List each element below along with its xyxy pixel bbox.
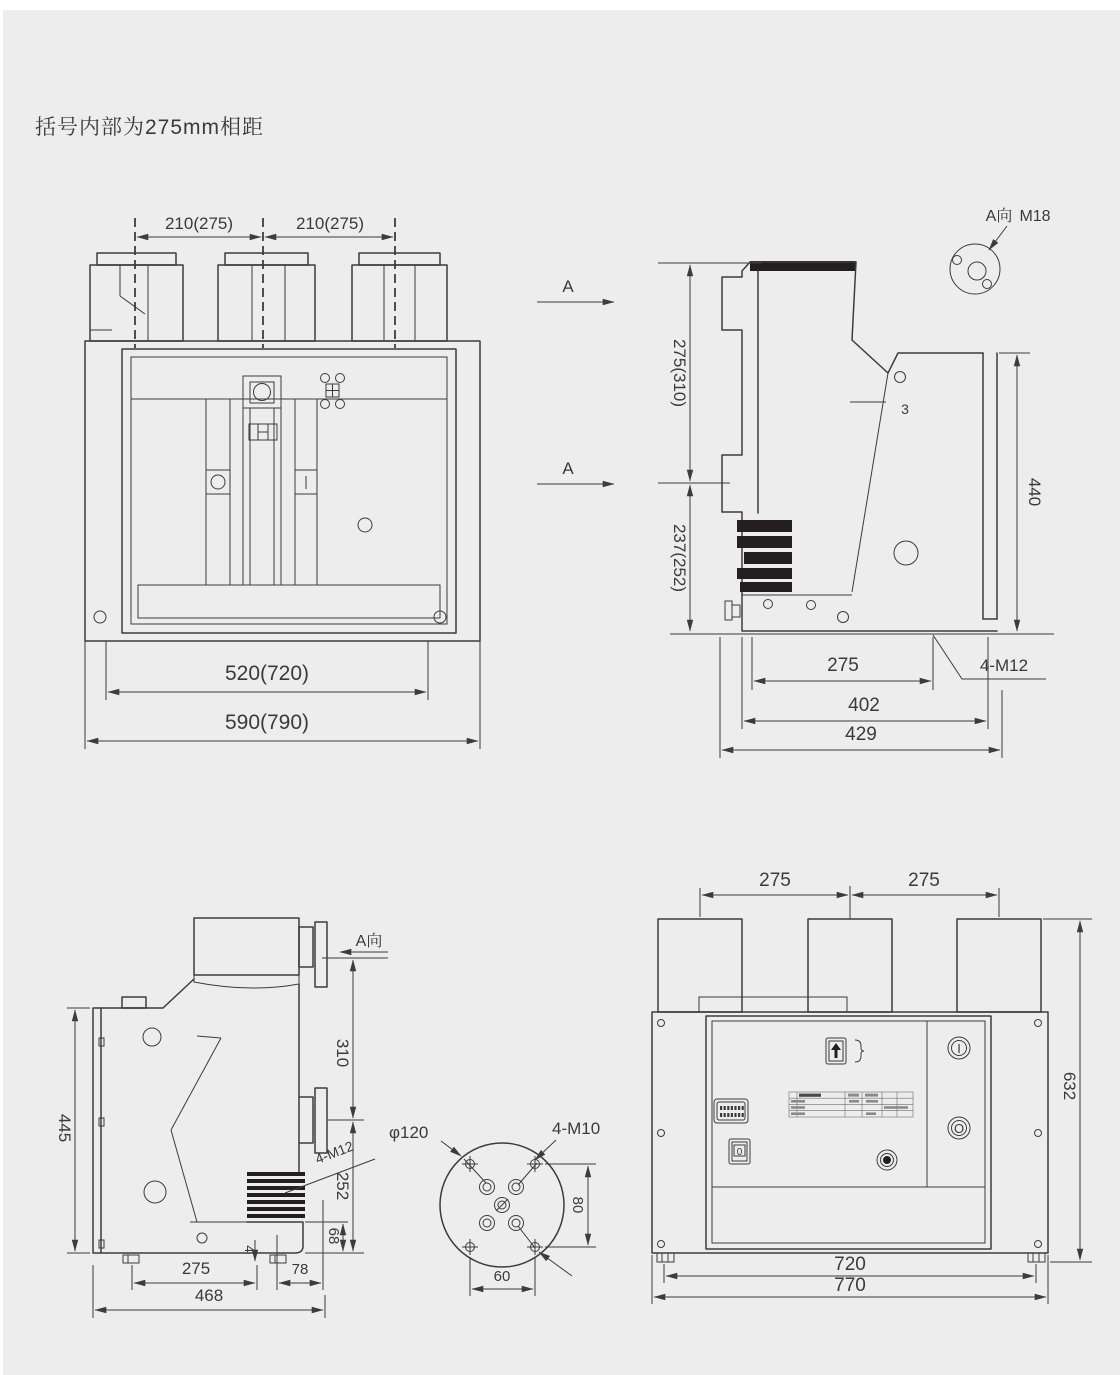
dim-78: 78 (291, 1261, 309, 1278)
dim-base-width-bottom: 720 (834, 1254, 866, 1275)
thread-label: M18 (1019, 208, 1051, 225)
dim-overall-width: 590(790) (224, 711, 310, 734)
plate-thickness-label: 3 (901, 401, 909, 417)
view-direction-label-left: A向 (355, 933, 383, 950)
dim-pitch-310: 310 (333, 1038, 352, 1068)
dim-foot-4: 4 (242, 1245, 257, 1253)
dim-overall-width-bottom: 770 (834, 1275, 866, 1296)
dim-lower-height: 237(252) (670, 523, 689, 593)
mount-thread-label-left: 4-M12 (312, 1137, 356, 1167)
dim-base-width: 520(720) (224, 662, 310, 685)
dim-pitch-left-bottom: 275 (759, 870, 791, 891)
close-button-label: I (957, 1041, 961, 1056)
dim-height-445: 445 (55, 1113, 74, 1143)
mount-thread-label: 4-M12 (979, 656, 1029, 675)
open-button (948, 1117, 970, 1139)
close-button (948, 1037, 970, 1059)
dim-hole-80: 80 (569, 1196, 586, 1214)
open-button-label: O (953, 1121, 965, 1136)
section-label-a-upper: A (562, 277, 574, 296)
dim-hole-60: 60 (493, 1268, 511, 1285)
dim-pole-pitch-left: 210(275) (164, 214, 234, 233)
dim-lower-252: 252 (333, 1171, 352, 1201)
dim-depth-402: 402 (848, 695, 880, 716)
dim-depth-275: 275 (827, 655, 859, 676)
note-text: 括号内部为275mm相距 (35, 116, 265, 139)
dim-pitch-right-bottom: 275 (908, 870, 940, 891)
dim-height-632: 632 (1060, 1071, 1079, 1101)
bolt-spec-label: 4-M10 (552, 1119, 601, 1138)
dim-bellows-68: 68 (325, 1227, 342, 1245)
trip-indicator (877, 1150, 897, 1170)
dim-depth-429: 429 (845, 724, 877, 745)
counter-value: 0 (736, 1147, 743, 1158)
diameter-label: φ120 (389, 1123, 429, 1142)
dim-275-left: 275 (181, 1259, 211, 1278)
section-label-a-lower: A (562, 459, 574, 478)
dim-pole-pitch-right: 210(275) (295, 214, 365, 233)
dim-frame-height: 440 (1025, 477, 1044, 507)
dim-upper-height: 275(310) (670, 338, 689, 408)
view-direction-label: A向 (985, 208, 1013, 225)
dim-468: 468 (194, 1286, 224, 1305)
